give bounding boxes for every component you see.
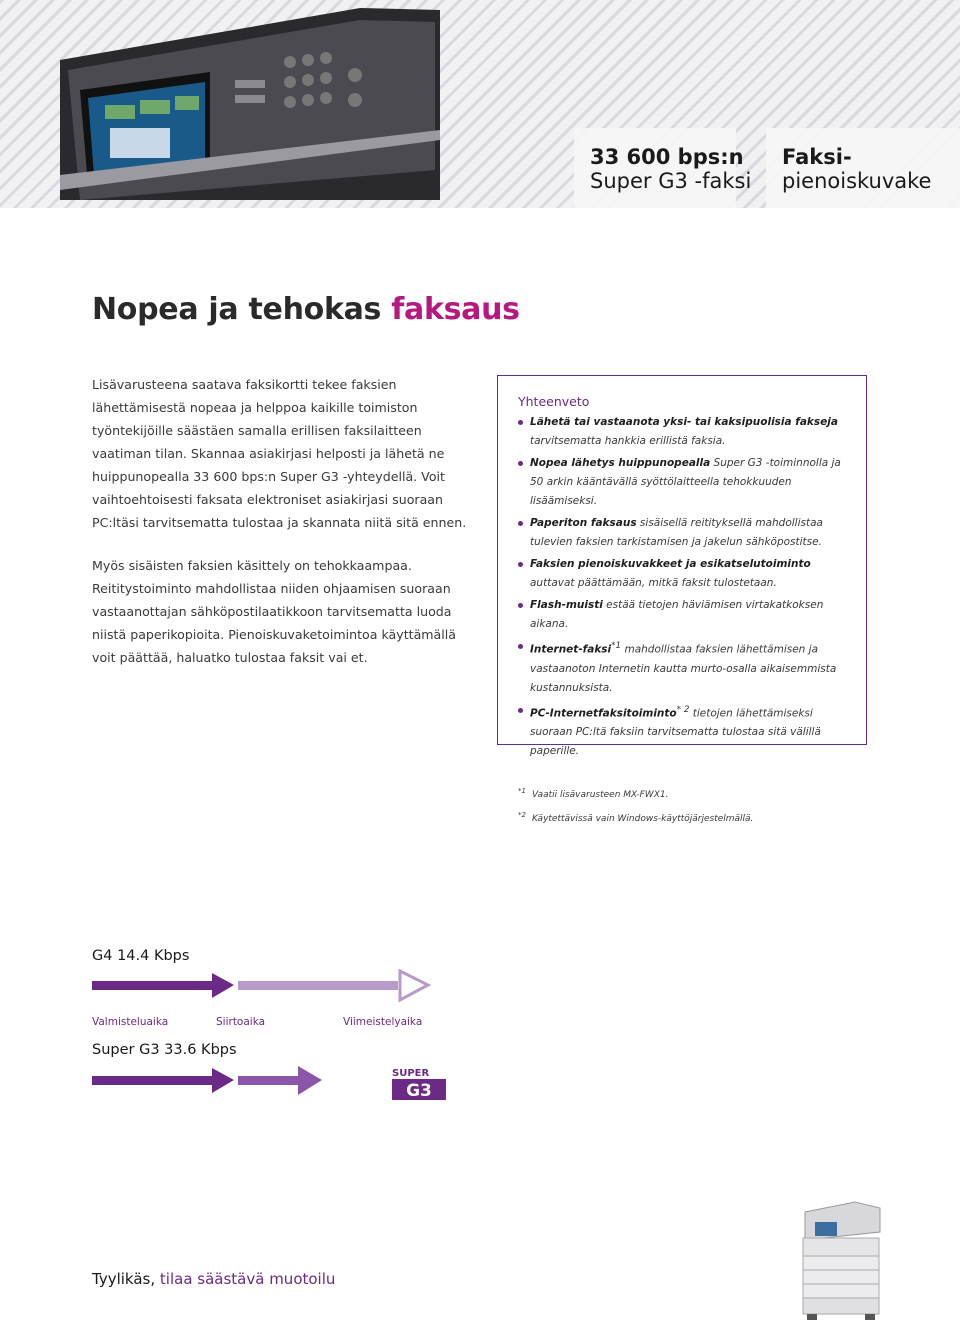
summary-item-bold: Lähetä tai vastaanota yksi- tai kaksipuolisia fakseja <box>530 416 838 428</box>
phase-label-prep: Valmisteluaika <box>92 1016 169 1028</box>
footer-caption <box>92 1270 335 1288</box>
header-title-speed <box>590 145 751 193</box>
g4-speed-label: G4 14.4 Kbps <box>92 948 190 964</box>
logo-g3-text: G3 <box>406 1081 432 1101</box>
title-accent: faksaus <box>391 292 520 327</box>
summary-item-text: sisäisellä reitityksellä mahdollistaa tulevien faksien tarkistamisen ja jakelun sähköpostitse. <box>530 517 823 548</box>
summary-item-bold: Paperiton faksaus <box>530 517 637 529</box>
header-title-thumbnail <box>782 145 931 193</box>
summary-item <box>518 637 850 698</box>
footnote-text: Käytettävissä vain Windows-käyttöjärjestelmällä. <box>531 814 754 824</box>
summary-list <box>518 413 850 761</box>
g4-arrowhead-1 <box>212 973 234 998</box>
g3-arrowhead-1 <box>212 1068 234 1093</box>
bullet-icon <box>518 644 523 649</box>
page-title <box>92 292 520 327</box>
summary-item-bold: Nopea lähetys huippunopealla <box>530 457 711 469</box>
summary-item <box>518 596 850 634</box>
footnote-text: Vaatii lisävarusteen MX-FWX1. <box>531 790 669 800</box>
footer-main: Tyylikäs, <box>92 1270 156 1288</box>
g4-bar-transfer <box>238 981 398 990</box>
g3-bar-prep <box>92 1076 212 1085</box>
header-thumb-line1: Faksi- <box>782 145 852 169</box>
bullet-icon <box>518 521 523 526</box>
summary-box <box>497 375 867 824</box>
intro-text <box>92 373 472 669</box>
phase-label-transfer: Siirtoaika <box>216 1016 266 1028</box>
footer-accent: tilaa säästävä muotoilu <box>159 1270 336 1288</box>
summary-item-text: tietojen lähettämiseksi suoraan PC:ltä faksiin tarvitsematta tulostaa sitä välillä paperille. <box>530 707 821 757</box>
logo-super-text: SUPER <box>392 1068 430 1079</box>
bullet-icon <box>518 562 523 567</box>
summary-item-text: auttavat päättämään, mitkä faksit tulostetaan. <box>530 577 777 589</box>
summary-item-bold: Flash-muisti <box>530 599 603 611</box>
footnote-mark: *2 <box>518 811 526 819</box>
summary-heading: Yhteenveto <box>518 394 590 409</box>
summary-item-bold: Faksien pienoiskuvakkeet ja esikatselutoiminto <box>530 558 811 570</box>
g3-speed-label: Super G3 33.6 Kbps <box>92 1042 237 1058</box>
summary-item <box>518 454 850 511</box>
header-banner <box>0 0 960 208</box>
g3-bar-transfer <box>238 1076 298 1085</box>
intro-paragraph-1: Lisävarusteena saatava faksikortti tekee faksien lähettämisestä nopeaa ja helppoa kaikille toimiston työntekijöille säästäen samalla erillisen faksilaitteen vaatiman tilan. Skannaa asiakirjasi helposti ja lähetä ne huippunopealla 33 600 bps:n Super G3 -yhteydellä. Voit vaihtoehtoisesti faksata elektroniset asiakirjasi suoraan PC:ltäsi tarvitsematta tulostaa ja skannata niitä sitä ennen. <box>92 377 467 530</box>
summary-item <box>518 555 850 593</box>
title-main: Nopea ja tehokas <box>92 292 382 327</box>
summary-item <box>518 514 850 552</box>
bullet-icon <box>518 708 523 713</box>
summary-item-text: tarvitsematta hankkia erillistä faksia. <box>530 435 726 447</box>
bullet-icon <box>518 603 523 608</box>
g4-speed-arrow <box>88 965 448 1009</box>
super-g3-logo <box>390 1065 448 1101</box>
summary-item-bold: Internet-faksi <box>530 643 612 656</box>
summary-item-text: mahdollistaa faksien lähettämisen ja vastaanoton Internetin kautta murto-osalla aikaisemmista kustannuksista. <box>530 643 837 694</box>
g3-arrowhead-2 <box>298 1066 322 1095</box>
footnote <box>518 805 850 829</box>
footnote-mark: *1 <box>518 787 526 795</box>
fax-machine-photo <box>60 0 440 200</box>
summary-item-bold: PC-Internetfaksitoiminto <box>530 707 677 719</box>
footnote <box>518 781 850 805</box>
summary-item <box>518 413 850 451</box>
g4-arrowhead-2 <box>400 971 428 1000</box>
bullet-icon <box>518 461 523 466</box>
intro-paragraph-2: Myös sisäisten faksien käsittely on tehokkaampaa. Reititystoiminto mahdollistaa niiden ohjaamisen suoraan vastaanottajan sähköpostilaatikkoon tarvitsematta luoda niistä paperikopioita. Pienoiskuvaketoimintoa käyttämällä voit päättää, haluatko tulostaa faksit vai et. <box>92 558 456 665</box>
g3-speed-arrow <box>88 1060 408 1104</box>
printer-photo <box>795 1192 885 1320</box>
phase-label-finish: Viimeistelyaika <box>343 1016 423 1028</box>
summary-item-sup: *1 <box>611 641 622 651</box>
g4-bar-prep <box>92 981 212 990</box>
footnotes <box>518 781 850 829</box>
header-thumb-line2: pienoiskuvake <box>782 169 932 193</box>
summary-item-sup: * 2 <box>676 704 690 715</box>
header-speed-line1: 33 600 bps:n <box>590 145 744 169</box>
summary-item-text: Super G3 -toiminnolla ja 50 arkin kääntävällä syöttölaitteella tehokkuuden lisäämiseksi. <box>530 457 841 507</box>
bullet-icon <box>518 420 523 425</box>
header-speed-line2: Super G3 -faksi <box>590 169 752 193</box>
summary-item-text: estää tietojen häviämisen virtakatkoksen aikana. <box>530 599 824 630</box>
summary-item <box>518 701 850 762</box>
